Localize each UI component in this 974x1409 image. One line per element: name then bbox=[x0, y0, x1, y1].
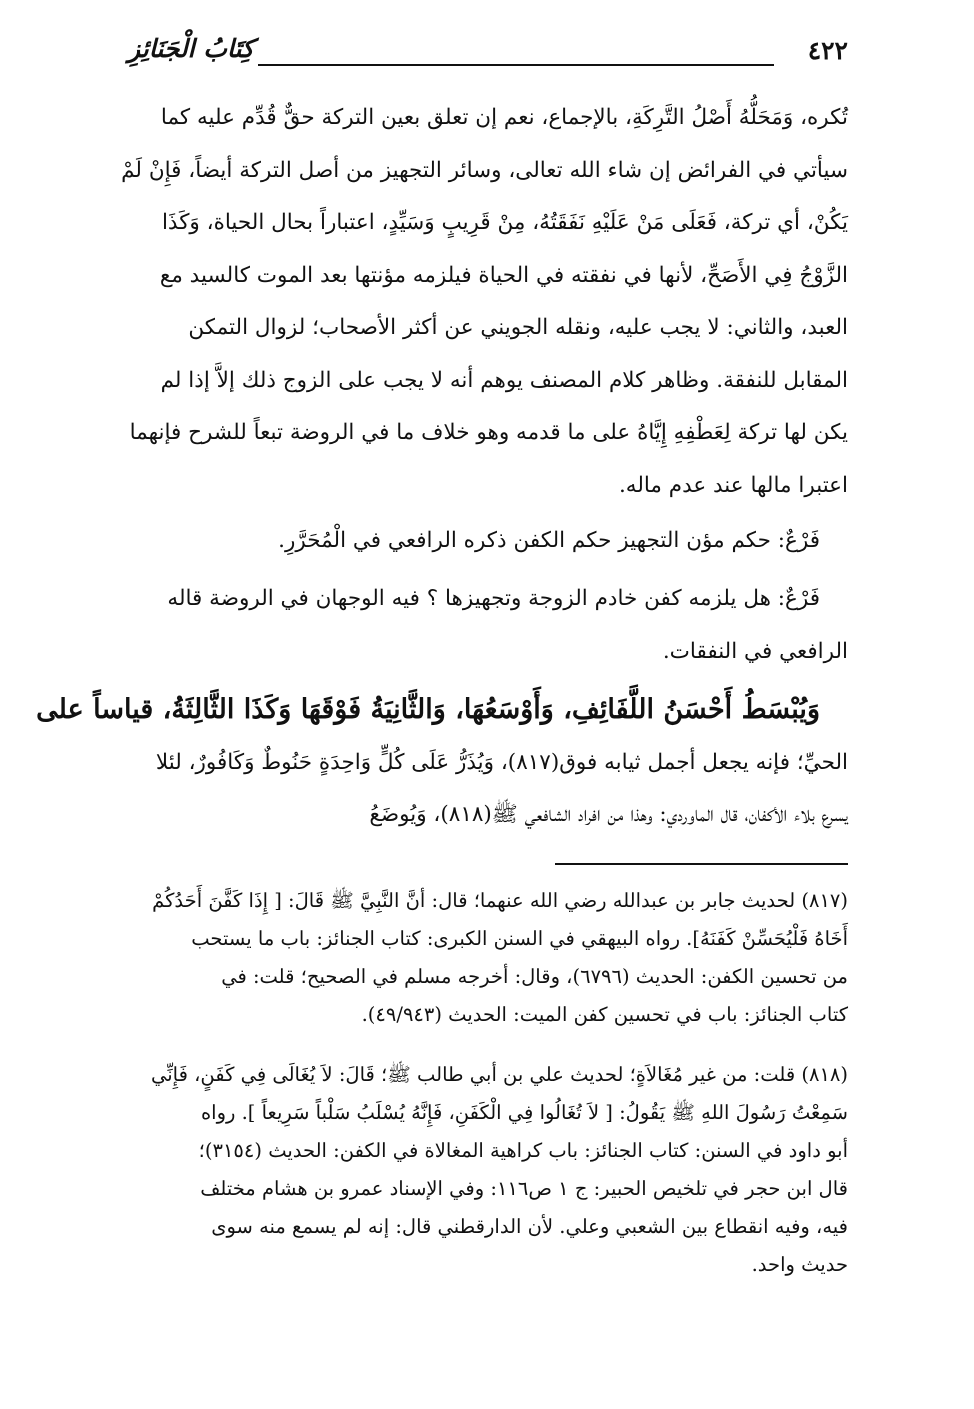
running-header bbox=[128, 30, 848, 80]
text-line: تُكره، وَمَحَلُّهُ أَصْلُ التَّرِكَةِ، بالإجماع، نعم إن تعلق بعين التركة حقٌّ قُدِّم عليه كما bbox=[160, 105, 848, 130]
footnote-line: كتاب الجنائز: باب في تحسين كفن الميت: الحديث (٤٩/٩٤٣). bbox=[361, 1003, 848, 1026]
footnote-line: (٨١٧) لحديث جابر بن عبدالله رضي الله عنهما؛ قال: أنَّ النَّبِيَّ ﷺ قَالَ: [ إِذَا كَفَّنَ أَحَدُكُمْ bbox=[152, 889, 848, 912]
chapter-title: كِتَابُ الْجَنَائِزِ bbox=[128, 34, 254, 63]
text-line: وَيُبْسَطُ أَحْسَنُ اللَّفَائِفِ، وَأَوْسَعُهَا، وَالثَّانِيَةُ فَوْقَهَا وَكَذَا الثَّالِثَةُ، قياساً على bbox=[36, 694, 820, 725]
main-paragraph bbox=[121, 92, 848, 512]
text-line: اعتبرا مالها عند عدم ماله. bbox=[618, 472, 848, 498]
text-line: المقابل للنفقة. وظاهر كلام المصنف يوهم أنه لا يجب على الزوج ذلك إلاَّ إذا لم bbox=[160, 367, 848, 393]
footnote-line: سَمِعْتُ رَسُولَ اللهِ ﷺ يَقُولُ: [ لاَ تُغَالُوا فِي الْكَفَنِ، فَإِنَّهُ يُسْلَبُ سَلْباً سَرِيعاً ]. رواه bbox=[200, 1101, 848, 1124]
text-line: فَرْعٌ: هل يلزمه كفن خادم الزوجة وتجهيزها ؟ فيه الوجهان في الروضة قاله bbox=[167, 586, 820, 611]
footnote-line: حديث واحد. bbox=[751, 1253, 848, 1276]
footnote-line: أبو داود في السنن: كتاب الجنائز: باب كراهية المغالاة في الكفن: الحديث (٣١٥٤)؛ bbox=[198, 1139, 848, 1162]
footnote-line: من تحسين الكفن: الحديث (٦٧٩٦)، وقال: أخرجه مسلم في الصحيح؛ قلت: في bbox=[221, 965, 848, 988]
text-line: سيأتي في الفرائض إن شاء الله تعالى، وسائر التجهيز من أصل التركة أيضاً، فَإِنْ لَمْ bbox=[121, 157, 848, 183]
text-line: الرافعي في النفقات. bbox=[662, 638, 848, 664]
page-number: ٤٢٢ bbox=[807, 36, 848, 65]
footnote-line: (٨١٨) قلت: من غير مُغَالاَةٍ؛ لحديث علي بن أبي طالب ﷺ؛ قَالَ: لاَ يُغَالَى فِي كَفَنٍ، فَإِنِّي bbox=[150, 1063, 848, 1086]
footnote-separator bbox=[555, 863, 848, 865]
footnote-818 bbox=[128, 1056, 848, 1284]
far-paragraph-1 bbox=[128, 515, 848, 568]
text-line: الزَّوْجُ فِي الأَصَحِّ، لأنها في نفقته في الحياة فيلزمه مؤنتها بعد الموت كالسيد مع bbox=[159, 262, 848, 288]
far-paragraph-2 bbox=[128, 573, 848, 678]
text-line: يسرع بلاء الأكفان، قال الماوردي: وهذا من افراد الشافعي ﷺ(٨١٨)، وَيُوضَعُ bbox=[369, 802, 848, 827]
text-line: فَرْعٌ: حكم مؤن التجهيز حكم الكفن ذكره الرافعي في الْمُحَرَّرِ. bbox=[278, 528, 820, 553]
text-line: يكن لها تركة لِعَطْفِهِ إِيَّاهُ على ما قدمه وهو خلاف ما في الروضة تبعاً للشرح فإنهما bbox=[129, 420, 848, 445]
text-line: العبد، والثاني: لا يجب عليه، ونقله الجويني عن أكثر الأصحاب؛ لزوال التمكن bbox=[188, 315, 848, 340]
footnote-line: قال ابن حجر في تلخيص الحبير: ج ١ ص١١٦: وفي الإسناد عمرو بن هشام مختلف bbox=[200, 1177, 848, 1200]
header-rule bbox=[258, 64, 774, 66]
text-line: يَكُنْ، أي تركة، فَعَلَى مَنْ عَلَيْهِ نَفَقَتُهُ، مِنْ قَرِيبٍ وَسَيِّدٍ، اعتباراً بحال الحياة، وَكَذَا bbox=[161, 210, 848, 235]
text-line: الحيِّ؛ فإنه يجعل أجمل ثيابه فوق(٨١٧)، وَيُذَرُّ عَلَى كُلٍّ وَاحِدَةٍ حَنُوطٌ وَكَافُورٌ، لئلا bbox=[155, 749, 848, 775]
main-paragraph-2 bbox=[36, 684, 848, 842]
footnote-817 bbox=[128, 882, 848, 1034]
footnote-line: أَخَاهُ فَلْيُحَسِّنْ كَفَنَهُ]. رواه البيهقي في السنن الكبرى: كتاب الجنائز: باب ما يستحب bbox=[191, 927, 848, 950]
footnote-line: فيه، وفيه انقطاع بين الشعبي وعلي. لأن الدارقطني قال: إنه لم يسمع منه سوى bbox=[211, 1215, 848, 1238]
